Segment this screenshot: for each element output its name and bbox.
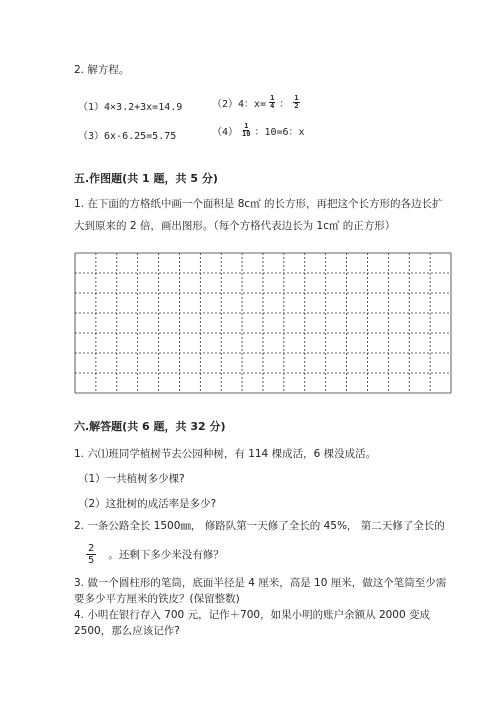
fraction-denominator: 4 — [270, 102, 275, 110]
fraction-numerator: 1 — [294, 94, 299, 102]
section-6-question-1-sub-1: （1）一共植树多少棵? — [78, 473, 185, 485]
equation-3: （3）6x-6.25=5.75 — [78, 131, 177, 142]
fraction-numerator: 1 — [244, 122, 249, 130]
equation-2-fraction-1 — [269, 95, 275, 110]
section-6-question-4-line-1: 4. 小明在银行存入 700 元，记作＋700，如果小明的账户余额从 2000 变成 — [74, 609, 431, 621]
section-6-heading: 六.解答题(共 6 题，共 32 分) — [74, 420, 226, 433]
section-6-question-4-line-2: 2500，那么应该记作? — [74, 625, 180, 637]
equation-1: （1）4×3.2+3x=14.9 — [78, 102, 183, 113]
equation-4-suffix: ：10=6：x — [254, 127, 305, 138]
question-2-title: 2. 解方程。 — [74, 64, 130, 76]
section-5-question-1-line-2: 大到原来的 2 倍，画出图形。（每个方格代表边长为 1c㎡ 的正方形） — [74, 220, 396, 232]
section-6-question-2-line-1: 2. 一条公路全长 1500㎜， 修路队第一天修了全长的 45%， 第二天修了全长的 — [74, 520, 445, 532]
section-6-question-3-line-2: 要多少平方厘米的铁皮？(保留整数) — [74, 593, 240, 605]
equation-2 — [212, 95, 300, 110]
equation-4-prefix: （4） — [212, 127, 239, 138]
graph-paper-grid[interactable] — [74, 252, 452, 394]
equation-4 — [212, 123, 305, 138]
fraction-numerator: 1 — [270, 94, 275, 102]
equation-2-fraction-2 — [293, 95, 299, 110]
equation-2-colon: ： — [279, 99, 290, 110]
section-6-question-1: 1. 六⑴班同学植树节去公园种树，有 114 棵成活，6 棵没成活。 — [74, 448, 377, 460]
question-2-continuation: 。还剩下多少米没有修？ — [108, 549, 224, 561]
section-6-question-3-line-1: 3. 做一个圆柱形的笔筒，底面半径是 4 厘米，高是 10 厘米，做这个笔筒至少需 — [74, 577, 447, 589]
fraction-denominator: 5 — [88, 555, 95, 566]
section-5-question-1-line-1: 1. 在下面的方格纸中画一个面积是 8c㎡ 的长方形，再把这个长方形的各边长扩 — [74, 198, 443, 210]
section-6-question-2-line-2 — [86, 543, 224, 566]
question-2-fraction — [86, 543, 96, 566]
equation-2-prefix: （2）4：x= — [212, 99, 267, 110]
fraction-numerator: 2 — [88, 543, 95, 554]
section-6-question-1-sub-2: （2）这批树的成活率是多少? — [78, 498, 217, 510]
fraction-denominator: 10 — [242, 130, 251, 138]
fraction-denominator: 2 — [294, 102, 299, 110]
section-5-heading: 五.作图题(共 1 题，共 5 分) — [74, 172, 218, 185]
equation-4-fraction — [241, 123, 251, 138]
